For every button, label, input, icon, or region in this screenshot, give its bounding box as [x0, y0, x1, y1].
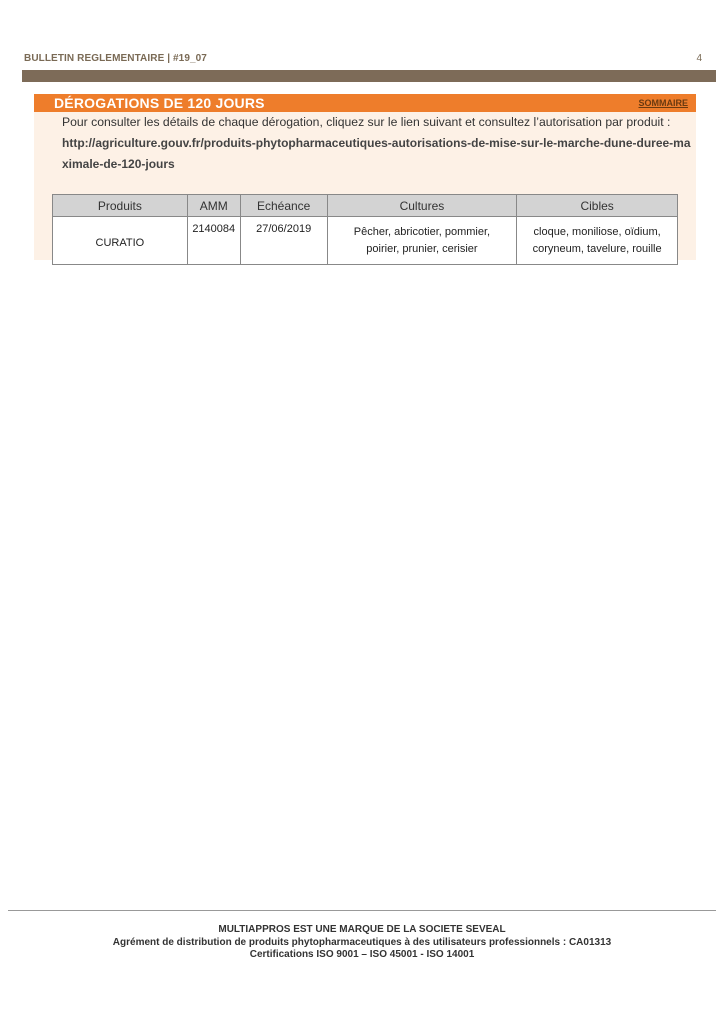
- footer: [0, 924, 724, 962]
- cell-cultures: Pêcher, abricotier, pommier, poirier, prunier, cerisier: [327, 217, 517, 265]
- derogation-url-link[interactable]: http://agriculture.gouv.fr/produits-phytopharmaceutiques-autorisations-de-mise-sur-le-marche-dune-duree-maximale-de-120-jours: [62, 136, 691, 171]
- column-header-cibles: Cibles: [517, 195, 678, 217]
- intro-text: Pour consulter les détails de chaque dérogation, cliquez sur le lien suivant et consultez l’autorisation par produit :: [62, 115, 671, 129]
- column-header-produits: Produits: [53, 195, 188, 217]
- page-number: 4: [696, 53, 702, 64]
- table-row: [53, 217, 678, 265]
- footer-certifications-line: Certifications ISO 9001 – ISO 45001 - ISO 14001: [249, 949, 475, 960]
- column-header-cultures: Cultures: [327, 195, 517, 217]
- section-header: [34, 94, 696, 112]
- footer-brand-line: MULTIAPPROS EST UNE MARQUE DE LA SOCIETE SEVEAL: [218, 924, 506, 935]
- intro-paragraph: [62, 112, 692, 175]
- footer-agrement-line: Agrément de distribution de produits phytopharmaceutiques à des utilisateurs professionnels : CA01313: [112, 936, 612, 948]
- cell-echeance: 27/06/2019: [240, 217, 327, 265]
- section-title: DÉROGATIONS DE 120 JOURS: [54, 95, 265, 111]
- table-header-row: [53, 195, 678, 217]
- cell-produit: CURATIO: [53, 217, 188, 265]
- bulletin-title: BULLETIN REGLEMENTAIRE | #19_07: [24, 53, 207, 64]
- sommaire-link[interactable]: SOMMAIRE: [638, 98, 688, 108]
- column-header-echeance: Echéance: [240, 195, 327, 217]
- footer-divider: [8, 910, 716, 911]
- cell-amm: 2140084: [187, 217, 240, 265]
- header-divider-bar: [22, 70, 716, 82]
- derogations-table: [52, 194, 678, 265]
- column-header-amm: AMM: [187, 195, 240, 217]
- derogations-section: [34, 94, 696, 260]
- cell-cibles: cloque, moniliose, oïdium, coryneum, tavelure, rouille: [517, 217, 678, 265]
